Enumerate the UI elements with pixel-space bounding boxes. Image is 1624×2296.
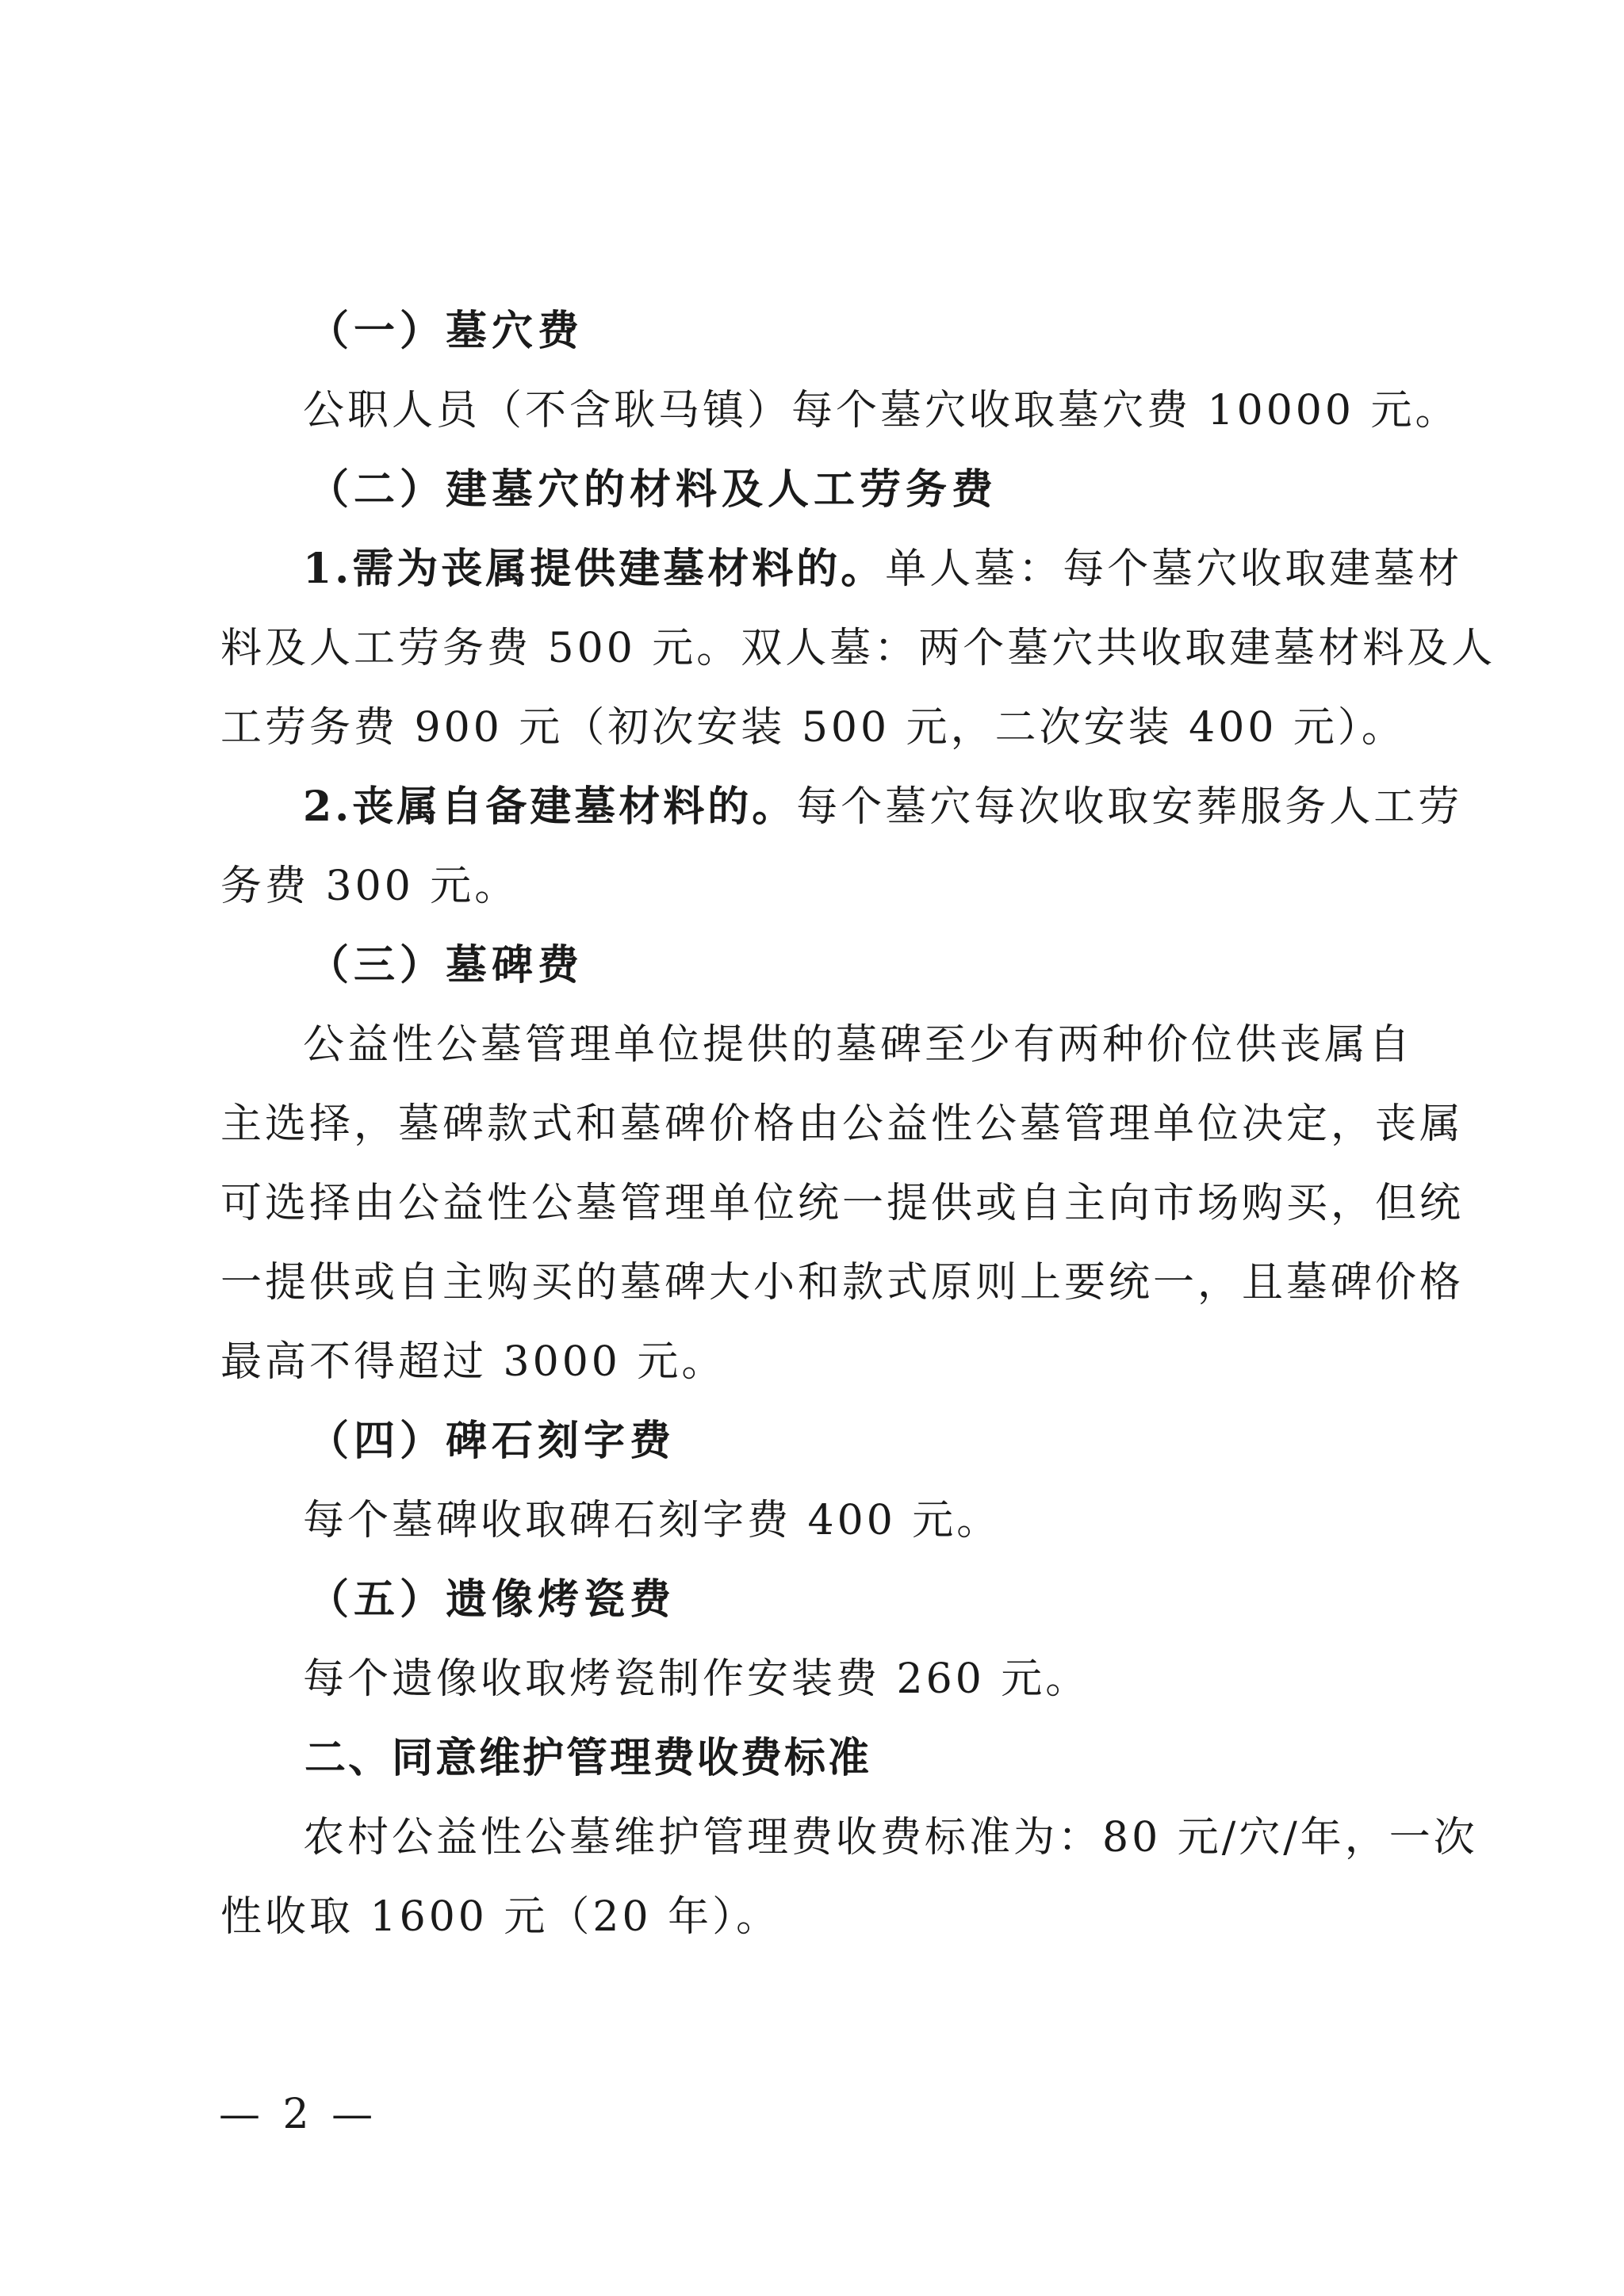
section-heading-tomb-fee: （一）墓穴费	[308, 307, 584, 355]
paragraph-tombstone-line2: 主选择，墓碑款式和墓碑价格由公益性公墓管理单位决定，丧属	[220, 1100, 1465, 1148]
paragraph-materials-item1-line2: 料及人工劳务费 500 元。双人墓：两个墓穴共收取建墓材料及人	[220, 625, 1496, 672]
paragraph-tombstone-line1: 公益性公墓管理单位提供的墓碑至少有两种价位供丧属自	[303, 1021, 1414, 1069]
section-heading-tombstone-fee: （三）墓碑费	[308, 941, 584, 989]
paragraph-engraving-fee: 每个墓碑收取碑石刻字费 400 元。	[303, 1497, 1002, 1544]
paragraph-portrait-fee: 每个遗像收取烤瓷制作安装费 260 元。	[303, 1655, 1090, 1703]
paragraph-tombstone-line5: 最高不得超过 3000 元。	[220, 1338, 726, 1386]
document-body	[220, 292, 1496, 1957]
section-heading-portrait-fee: （五）遗像烤瓷费	[308, 1575, 676, 1624]
paragraph-tombstone-line3: 可选择由公益性公墓管理单位统一提供或自主向市场购买，但统	[220, 1180, 1465, 1227]
paragraph-maintenance-line1: 农村公益性公墓维护管理费收费标准为：80 元/穴/年，一次	[303, 1814, 1478, 1862]
page-number: — 2 —	[219, 2091, 378, 2138]
section-heading-materials-labor: （二）建墓穴的材料及人工劳务费	[308, 465, 998, 514]
section-heading-engraving-fee: （四）碑石刻字费	[308, 1417, 676, 1465]
item1-line1-rest: 单人墓：每个墓穴收取建墓材	[885, 545, 1463, 593]
item1-lead: 1.需为丧属提供建墓材料的。	[303, 545, 886, 593]
paragraph-tombstone-line4: 一提供或自主购买的墓碑大小和款式原则上要统一，且墓碑价格	[220, 1259, 1465, 1307]
main-heading-maintenance-fee: 二、同意维护管理费收费标准	[304, 1735, 872, 1782]
item2-line1-rest: 每个墓穴每次收取安葬服务人工劳	[796, 783, 1463, 831]
paragraph-tomb-fee: 公职人员（不含耿马镇）每个墓穴收取墓穴费 10000 元。	[303, 387, 1460, 434]
paragraph-maintenance-line2: 性收取 1600 元（20 年）。	[220, 1893, 781, 1941]
paragraph-materials-item1-line3: 工劳务费 900 元（初次安装 500 元，二次安装 400 元）。	[220, 704, 1406, 752]
item2-lead: 2.丧属自备建墓材料的。	[303, 783, 797, 831]
paragraph-materials-item2-line2: 务费 300 元。	[220, 863, 519, 910]
paragraph-materials-item1-line1	[220, 530, 1463, 609]
paragraph-materials-item2-line1	[220, 767, 1463, 847]
